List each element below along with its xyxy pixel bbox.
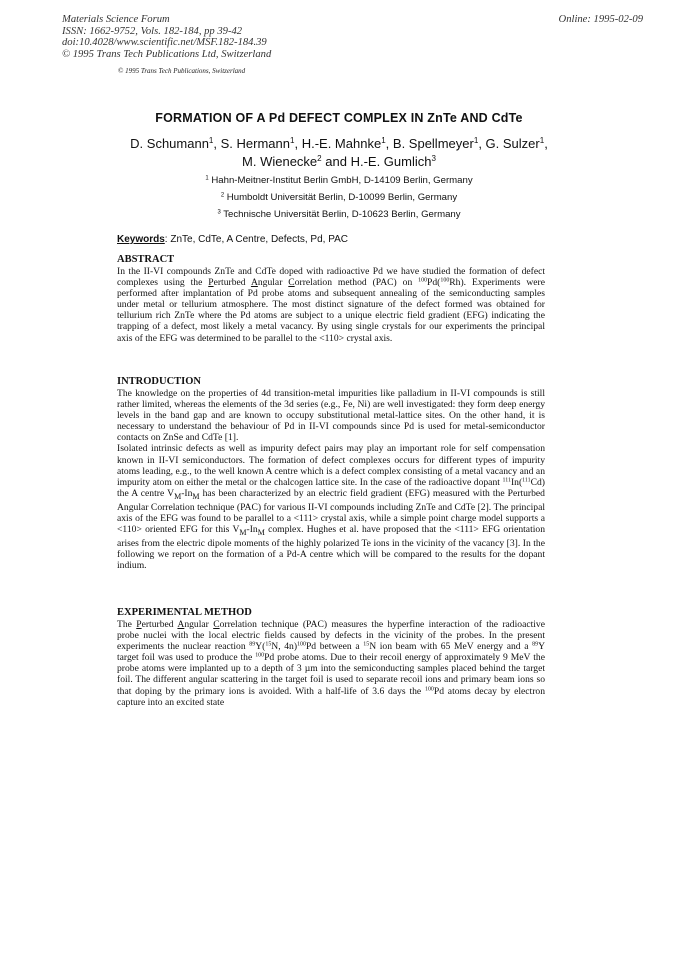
- affiliation-text: Technische Universität Berlin, D-10623 Berlin, Germany: [220, 209, 461, 220]
- text-run: erturbed: [213, 277, 251, 289]
- text-run: A: [177, 619, 185, 630]
- experimental-heading: EXPERIMENTAL METHOD: [117, 607, 252, 618]
- author-name: and H.-E. Gumlich: [321, 154, 432, 169]
- affiliation-1: [0, 175, 678, 186]
- affiliation-marker: 3: [431, 154, 436, 164]
- publication-metadata: [62, 14, 271, 60]
- paragraph: The knowledge on the properties of 4d transition-metal impurities like palladium in II-VI compounds is still rather limited, whereas the elements of the 3d series (e.g., Fe, Ni) are well investigated: they form deep energy levels in the band gap and are known to occupy substitutional metal-lattice sites. On the other hand, it is necessary to understand the behaviour of Pd in II-VI compounds since Pd is used for metal-semiconductor contacts on ZnSe and CdTe [1].: [117, 388, 545, 444]
- text-run: Pd probe atoms. Due to their recoil energy of approximately 9 MeV the probe atoms were implanted up to a depth of 3 µm into the semiconducting samples placed behind the target foil. The different angular scattering in the target foil is used to separate recoil ions and primary beam ions so that doping by the primary ions is avoided. With a half-life of 3.6 days the: [117, 652, 545, 697]
- affiliation-marker: 1: [208, 136, 214, 146]
- text-run: Y target foil was used to produce the: [117, 641, 546, 664]
- isotope-number: 100: [255, 652, 265, 659]
- text-run: orrelation method (PAC) on: [294, 277, 419, 289]
- paragraph: [117, 443, 545, 571]
- text-run: Cd) the A centre V: [117, 476, 545, 499]
- isotope-number: 111: [502, 477, 511, 484]
- introduction-body: [117, 388, 545, 571]
- text-run: complex. Hughes et al. have proposed that the <111> EFG orientation arises from the electric dipole moments of the highly polarized Te ions in the vicinity of the vacancy [3]. In the following we report on the formation of a Pd-A centre which will be compared to the results for the dopant indium.: [117, 524, 545, 572]
- author-name: , H.-E. Mahnke: [294, 136, 382, 151]
- abstract-heading: ABSTRACT: [117, 254, 175, 265]
- text-run: erturbed: [141, 619, 178, 630]
- isotope-number: 100: [424, 686, 434, 692]
- abstract-body: [117, 266, 545, 344]
- isotope-number: 100: [297, 641, 306, 648]
- experimental-body: [117, 619, 545, 708]
- doi-line: doi:10.4028/www.scientific.net/MSF.182-184.39: [62, 37, 267, 49]
- text-run: -In: [246, 524, 258, 536]
- online-date: Online: 1995-02-09: [558, 14, 643, 25]
- affiliation-marker: 1: [290, 136, 295, 146]
- experimental-section: [117, 607, 545, 708]
- author-name: M. Wienecke: [242, 154, 318, 169]
- introduction-section: [117, 376, 545, 571]
- isotope-number: 111: [522, 477, 531, 484]
- copyright-line: © 1995 Trans Tech Publications Ltd, Switzerland: [62, 48, 272, 60]
- author-name: , B. Spellmeyer: [385, 136, 474, 151]
- subscript: M: [174, 491, 182, 501]
- paper-title: FORMATION OF A Pd DEFECT COMPLEX IN ZnTe AND CdTe: [155, 111, 523, 125]
- affiliation-marker: 1: [473, 136, 479, 146]
- text-run: A: [250, 277, 258, 289]
- author-separator: ,: [544, 136, 548, 151]
- author-list: [0, 135, 678, 171]
- journal-name: Materials Science Forum: [62, 14, 170, 25]
- affiliation-marker: 2: [317, 154, 322, 164]
- text-run: In the II-VI compounds ZnTe and CdTe doped with radioactive Pd we have studied the formation of defect complexes using the: [117, 266, 545, 289]
- text-run: In(: [510, 476, 523, 488]
- text-run: has been characterized by an electric field gradient (EFG) measured with the Perturbed Angular Correlation technique (PAC) for various II-VI compounds including ZnTe and CdTe [2]. The principal axis of the EFG was found to be parallel to a <111> crystal axis, while a simple point charge model supports a <110> oriented EFG for this V: [117, 487, 545, 536]
- text-run: Pd(: [427, 277, 441, 289]
- text-run: N ion beam with 65 MeV energy and a: [369, 641, 533, 653]
- isotope-number: 100: [418, 277, 428, 284]
- author-line-1: [0, 135, 678, 153]
- text-run: Y(: [255, 641, 266, 653]
- affiliation-text: Humboldt Universität Berlin, D-10099 Berlin, Germany: [224, 192, 458, 203]
- subscript: M: [239, 527, 247, 537]
- text-run: C: [213, 619, 220, 630]
- isotope-number: 89: [249, 641, 256, 648]
- small-copyright: © 1995 Trans Tech Publications, Switzerland: [118, 67, 246, 75]
- issn-line: ISSN: 1662-9752, Vols. 182-184, pp 39-42: [62, 25, 243, 37]
- affiliation-text: Hahn-Meitner-Institut Berlin GmbH, D-14109 Berlin, Germany: [208, 175, 473, 186]
- text-run: orrelation technique (PAC) measures the hyperfine interaction of the radioactive probe nuclei with the local electric fields caused by defects in the vicinity of the probes. In the present experiments the nuclear reaction: [117, 619, 545, 653]
- keywords-label: Keywords: [117, 234, 165, 245]
- keywords: [117, 234, 348, 245]
- isotope-number: 89: [532, 641, 539, 648]
- affiliation-marker: 1: [539, 136, 545, 146]
- text-run: The: [117, 619, 137, 630]
- text-run: P: [208, 277, 214, 289]
- affiliation-2: [0, 192, 678, 203]
- introduction-heading: INTRODUCTION: [117, 376, 202, 387]
- author-name: D. Schumann: [130, 136, 209, 151]
- subscript: M: [257, 527, 265, 537]
- isotope-number: 15: [265, 641, 272, 648]
- keywords-list: : ZnTe, CdTe, A Centre, Defects, Pd, PAC: [164, 234, 349, 245]
- author-line-2: [0, 153, 678, 171]
- affiliation-number: 1: [205, 175, 209, 182]
- abstract-section: [117, 254, 545, 344]
- text-run: N, 4n): [271, 641, 298, 653]
- affiliation-number: 3: [217, 209, 221, 216]
- text-run: C: [288, 277, 295, 289]
- author-name: , G. Sulzer: [478, 136, 540, 151]
- text-run: Isolated intrinsic defects as well as impurity defect pairs may play an important role for self compensation known in II-VI semiconductors. The formation of defect complexes occurs for different types of impurity atoms leading, e.g., to the well known A centre which is a defect complex consisting of a metal vacancy and an impurity atom on either the metal or the chalcogen lattice site. In the case of the radioactive dopant: [117, 443, 545, 488]
- text-run: Rh). Experiments were performed after implantation of Pd probe atoms and subsequent annealing of the semiconducting samples under metal or tellurium atmosphere. The most distinct signature of the defect formed was obtained for tellurium rich ZnTe where the Pd atoms are subject to a unique electric field gradient (EFG) indicating the trapping of a defect, most likely a metal vacancy. By using single crystals for our experiments the principal axis of the EFG was determined to be parallel to the <110> crystal axis.: [117, 277, 545, 344]
- isotope-number: 100: [440, 277, 450, 284]
- text-run: Pd atoms decay by electron capture into an excited state: [117, 685, 545, 708]
- affiliation-number: 2: [220, 192, 225, 199]
- affiliation-marker: 1: [381, 136, 386, 146]
- subscript: M: [192, 491, 200, 501]
- text-run: ngular: [257, 277, 289, 289]
- text-run: -In: [181, 487, 193, 499]
- text-run: P: [136, 619, 142, 630]
- text-run: Pd between a: [305, 641, 364, 653]
- isotope-number: 15: [363, 641, 370, 648]
- author-name: , S. Hermann: [213, 136, 290, 151]
- text-run: ngular: [184, 619, 214, 630]
- affiliation-3: [0, 209, 678, 220]
